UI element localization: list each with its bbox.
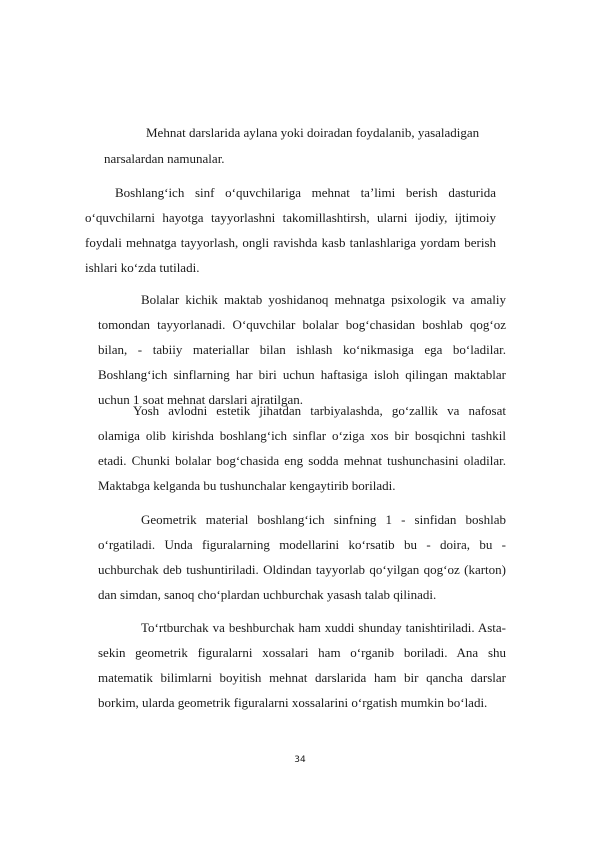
paragraph-aesthetic-education: Yosh avlodni estetik jihatdan tarbiyalashda, go‘zallik va nafosat olamiga olib kirishda boshlang‘ich sinflar o‘ziga xos bir bosqichni tashkil etadi. Chunki bolalar bog‘chasida eng sodda mehnat tushunchasini oladilar. Maktabga kelganda bu tushunchalar kengaytirib boriladi. [98,403,506,493]
paragraph-quadrilaterals: To‘rtburchak va beshburchak ham xuddi shunday tanishtiriladi. Asta-sekin geometrik figuralarni xossalari ham o‘rganib boriladi. Ana shu matematik bilimlarni boyitish mehnat darslarida ham bir qancha darslar borkim, ularda geometrik figuralarni xossalarini o‘rgatish mumkin bo‘ladi. [98,620,506,710]
page-number: 34 [294,755,306,765]
paragraph-curriculum: Boshlang‘ich sinf o‘quvchilariga mehnat ta’limi berish dasturida o‘quvchilarni hayotga tayyorlashni takomillashtirsh, ularni ijodiy, ijtimoiy foydali mehnatga tayyorlash, ongli ravishda kasb tanlashlariga yordam berish ishlari ko‘zda tutiladi. [85,185,496,275]
section-heading-line-2: narsalardan namunalar. [104,151,225,166]
paragraph-preparation: Bolalar kichik maktab yoshidanoq mehnatga psixologik va amaliy tomondan tayyorlanadi. O‘quvchilar bolalar bog‘chasidan boshlab qog‘oz bilan, - tabiiy materiallar bilan ishlash ko‘nikmasiga ega bo‘ladilar. Boshlang‘ich sinflarning har biri uchun haftasiga isloh qilingan maktablar uchun 1 soat mehnat darslari ajratilgan. [98,292,506,407]
section-heading-line-1: Mehnat darslarida aylana yoki doiradan foydalanib, yasaladigan [146,125,480,140]
paragraph-geometric-material: Geometrik material boshlang‘ich sinfning 1 - sinfidan boshlab o‘rgatiladi. Unda figuralarning modellarini ko‘rsatib bu - doira, bu - uchburchak deb tushuntiriladi. Oldindan tayyorlab qo‘yilgan qog‘oz (karton) dan simdan, sanoq cho‘plardan uchburchak yasash talab qilinadi. [98,512,506,602]
